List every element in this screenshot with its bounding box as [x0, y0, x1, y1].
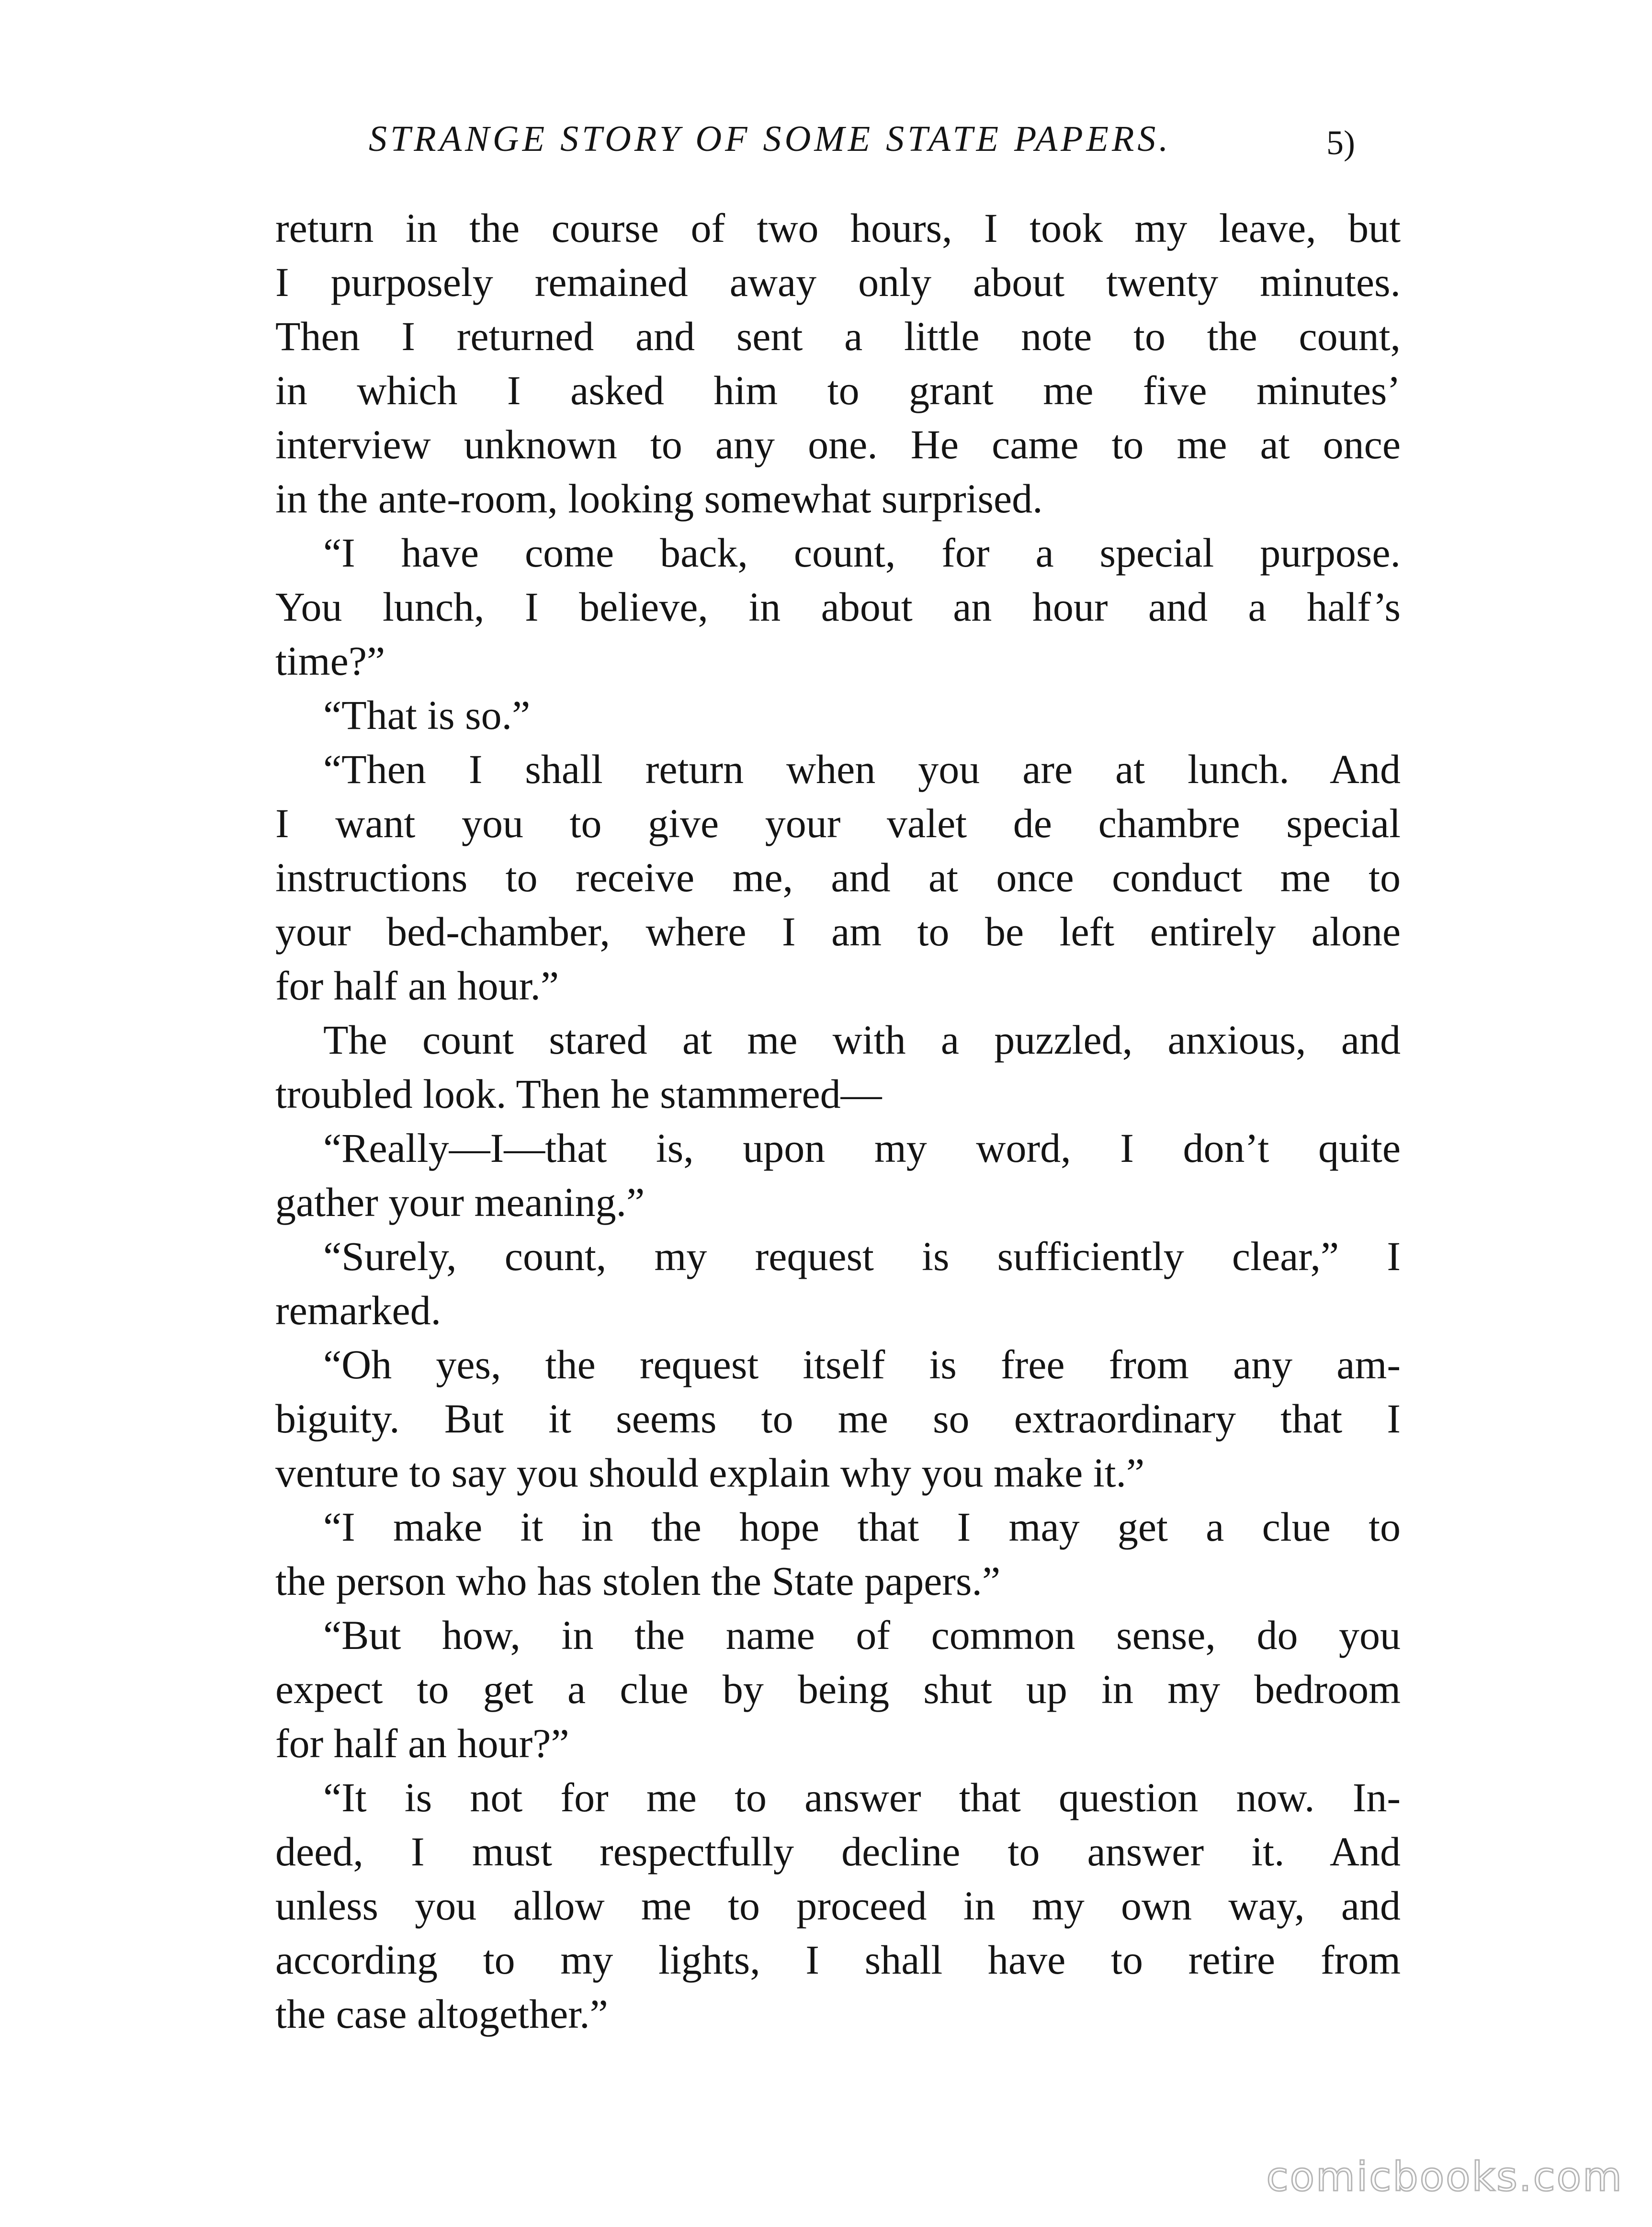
text-line: I purposely remained away only about twenty minutes. [275, 259, 1401, 305]
text-line: remarked. [275, 1287, 441, 1333]
text-line: interview unknown to any one. He came to me at once [275, 421, 1401, 467]
text-line: expect to get a clue by being shut up in my bedroom [275, 1666, 1401, 1712]
text-line: for half an hour?” [275, 1720, 569, 1766]
text-line: according to my lights, I shall have to retire from [275, 1937, 1401, 1983]
running-head [0, 115, 1652, 168]
text-line: “It is not for me to answer that question now. In- [323, 1774, 1401, 1820]
text-line: time?” [275, 638, 385, 684]
running-title: STRANGE STORY OF SOME STATE PAPERS. [369, 119, 1172, 159]
text-line: The count stared at me with a puzzled, anxious, and [323, 1017, 1401, 1063]
text-line: biguity. But it seems to me so extraordinary that I [275, 1396, 1401, 1442]
text-line: gather your meaning.” [275, 1179, 645, 1225]
text-line: You lunch, I believe, in about an hour and a half’s [275, 584, 1401, 630]
text-line: return in the course of two hours, I took my leave, but [275, 205, 1401, 251]
text-line: in the ante-room, looking somewhat surprised. [275, 476, 1043, 522]
text-line: for half an hour.” [275, 963, 559, 1009]
text-line: in which I asked him to grant me five minutes’ [275, 367, 1401, 413]
body-text [275, 201, 1401, 2041]
text-line: “I make it in the hope that I may get a clue to [323, 1504, 1401, 1550]
text-line: deed, I must respectfully decline to answer it. And [275, 1829, 1401, 1875]
text-line: “That is so.” [323, 692, 531, 738]
text-line: “Then I shall return when you are at lunch. And [323, 746, 1401, 792]
text-line: instructions to receive me, and at once conduct me to [275, 854, 1401, 900]
watermark: comicbooks.com [1266, 2153, 1623, 2200]
text-line: “Oh yes, the request itself is free from any am- [323, 1341, 1401, 1387]
page-number: 5) [1326, 124, 1355, 162]
text-line: venture to say you should explain why you make it.” [275, 1450, 1145, 1496]
text-line: “I have come back, count, for a special purpose. [323, 530, 1401, 576]
text-line: Then I returned and sent a little note to the count, [275, 313, 1401, 359]
text-line: troubled look. Then he stammered— [275, 1071, 882, 1117]
text-line: “But how, in the name of common sense, do you [323, 1612, 1401, 1658]
text-line: unless you allow me to proceed in my own way, and [275, 1883, 1401, 1929]
text-line: I want you to give your valet de chambre special [275, 800, 1401, 846]
text-line: “Surely, count, my request is sufficiently clear,” I [323, 1233, 1401, 1279]
text-line: your bed-chamber, where I am to be left entirely alone [275, 909, 1401, 954]
text-line: “Really—I—that is, upon my word, I don’t quite [323, 1125, 1401, 1171]
text-line: the case altogether.” [275, 1991, 608, 2037]
text-line: the person who has stolen the State papers.” [275, 1558, 1001, 1604]
